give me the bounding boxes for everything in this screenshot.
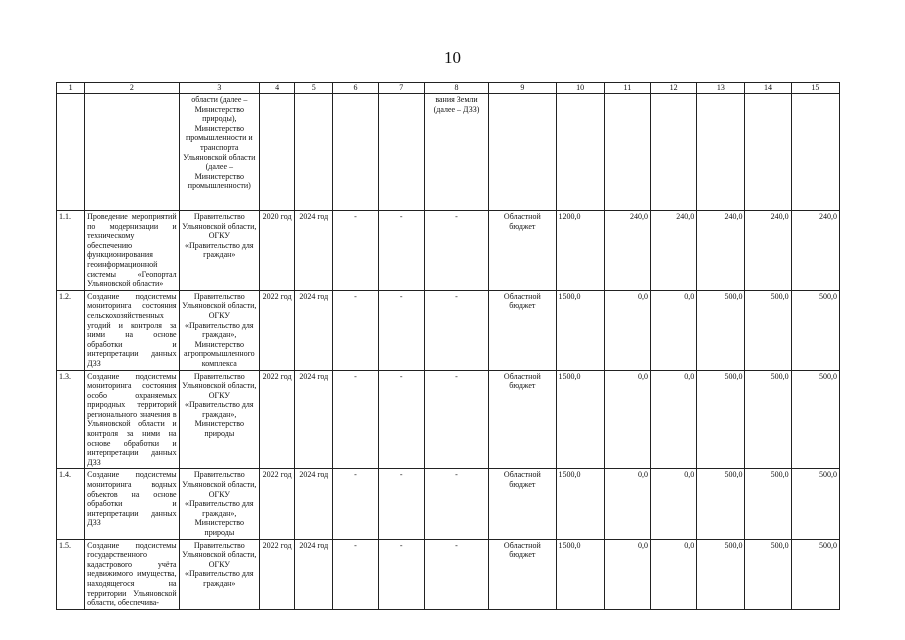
end-year-cell: 2024 год (295, 370, 333, 469)
column-7-cell: - (378, 290, 424, 370)
column-6-cell: - (333, 370, 378, 469)
column-7-cell: - (378, 469, 424, 539)
column-7-cell (378, 94, 424, 211)
column-8-cell: - (424, 370, 488, 469)
year-amount-cell: 500,0 (791, 290, 839, 370)
item-number-cell: 1.4. (57, 469, 85, 539)
executor-cell: Правительство Ульяновской области, ОГКУ «Правительство для граждан» (179, 539, 259, 609)
column-header: 5 (295, 83, 333, 94)
table-row (57, 211, 840, 291)
column-8-cell: вания Земли (далее – ДЗЗ) (424, 94, 488, 211)
column-6-cell: - (333, 539, 378, 609)
executor-cell: Правительство Ульяновской области, ОГКУ «Правительство для граждан», Министерство природы (179, 469, 259, 539)
start-year-cell (260, 94, 295, 211)
table-row (57, 290, 840, 370)
year-amount-cell: 240,0 (791, 211, 839, 291)
year-amount-cell: 500,0 (745, 370, 791, 469)
column-8-cell: - (424, 211, 488, 291)
item-name-cell: Создание подсистемы государственного кадастрового учёта недвижимого имущества, находящегося на территории Ульяновской области, обеспечива- (85, 539, 179, 609)
year-amount-cell (697, 94, 745, 211)
year-amount-cell: 500,0 (791, 370, 839, 469)
year-amount-cell: 240,0 (697, 211, 745, 291)
year-amount-cell: 0,0 (650, 370, 696, 469)
column-header: 4 (260, 83, 295, 94)
start-year-cell: 2022 год (260, 539, 295, 609)
end-year-cell (295, 94, 333, 211)
table-row (57, 94, 840, 211)
column-7-cell: - (378, 211, 424, 291)
year-amount-cell: 500,0 (697, 290, 745, 370)
item-name-cell (85, 94, 179, 211)
total-amount-cell (556, 94, 604, 211)
column-6-cell: - (333, 290, 378, 370)
column-6-cell (333, 94, 378, 211)
funding-source-cell: Областной бюджет (489, 370, 556, 469)
column-header: 9 (489, 83, 556, 94)
executor-cell: области (далее – Министерство природы), Министерство промышленности и транспорта Ульяновской области (далее – Министерство промышленности) (179, 94, 259, 211)
column-6-cell: - (333, 211, 378, 291)
column-header: 10 (556, 83, 604, 94)
item-number-cell: 1.3. (57, 370, 85, 469)
year-amount-cell: 0,0 (650, 290, 696, 370)
item-name-cell: Проведение мероприятий по модернизации и техническому обеспечению функционирования геоинформационной системы «Геопортал Ульяновской области» (85, 211, 179, 291)
funding-source-cell: Областной бюджет (489, 539, 556, 609)
column-header: 13 (697, 83, 745, 94)
item-name-cell: Создание подсистемы мониторинга состояния особо охраняемых природных территорий регионального значения в Ульяновской области и контроля за ними на основе обработки и интерпретации данных ДЗЗ (85, 370, 179, 469)
column-header: 8 (424, 83, 488, 94)
funding-source-cell: Областной бюджет (489, 469, 556, 539)
table-row (57, 469, 840, 539)
executor-cell: Правительство Ульяновской области, ОГКУ «Правительство для граждан», Министерство природы (179, 370, 259, 469)
total-amount-cell: 1200,0 (556, 211, 604, 291)
column-number-row (57, 83, 840, 94)
table-row (57, 370, 840, 469)
executor-cell: Правительство Ульяновской области, ОГКУ «Правительство для граждан», Министерство агропромышленного комплекса (179, 290, 259, 370)
start-year-cell: 2022 год (260, 370, 295, 469)
start-year-cell: 2020 год (260, 211, 295, 291)
column-6-cell: - (333, 469, 378, 539)
start-year-cell: 2022 год (260, 290, 295, 370)
year-amount-cell: 0,0 (650, 469, 696, 539)
end-year-cell: 2024 год (295, 290, 333, 370)
total-amount-cell: 1500,0 (556, 370, 604, 469)
year-amount-cell: 500,0 (745, 469, 791, 539)
executor-cell: Правительство Ульяновской области, ОГКУ «Правительство для граждан» (179, 211, 259, 291)
item-number-cell (57, 94, 85, 211)
column-7-cell: - (378, 370, 424, 469)
year-amount-cell: 0,0 (604, 469, 650, 539)
column-7-cell: - (378, 539, 424, 609)
year-amount-cell: 240,0 (650, 211, 696, 291)
column-header: 2 (85, 83, 179, 94)
end-year-cell: 2024 год (295, 539, 333, 609)
column-8-cell: - (424, 290, 488, 370)
year-amount-cell: 500,0 (745, 539, 791, 609)
year-amount-cell: 500,0 (697, 370, 745, 469)
column-header: 15 (791, 83, 839, 94)
year-amount-cell: 0,0 (604, 290, 650, 370)
funding-source-cell (489, 94, 556, 211)
year-amount-cell: 0,0 (604, 539, 650, 609)
year-amount-cell: 240,0 (745, 211, 791, 291)
column-header: 14 (745, 83, 791, 94)
program-table (56, 82, 840, 610)
total-amount-cell: 1500,0 (556, 539, 604, 609)
year-amount-cell (745, 94, 791, 211)
total-amount-cell: 1500,0 (556, 290, 604, 370)
year-amount-cell (650, 94, 696, 211)
item-number-cell: 1.2. (57, 290, 85, 370)
year-amount-cell: 500,0 (791, 539, 839, 609)
end-year-cell: 2024 год (295, 211, 333, 291)
end-year-cell: 2024 год (295, 469, 333, 539)
column-header: 1 (57, 83, 85, 94)
year-amount-cell (604, 94, 650, 211)
column-header: 7 (378, 83, 424, 94)
column-8-cell: - (424, 539, 488, 609)
year-amount-cell: 500,0 (697, 469, 745, 539)
column-header: 11 (604, 83, 650, 94)
column-8-cell: - (424, 469, 488, 539)
item-number-cell: 1.5. (57, 539, 85, 609)
year-amount-cell (791, 94, 839, 211)
funding-source-cell: Областной бюджет (489, 290, 556, 370)
item-number-cell: 1.1. (57, 211, 85, 291)
year-amount-cell: 500,0 (697, 539, 745, 609)
funding-source-cell: Областной бюджет (489, 211, 556, 291)
page-number: 10 (444, 48, 461, 67)
start-year-cell: 2022 год (260, 469, 295, 539)
column-header: 3 (179, 83, 259, 94)
column-header: 6 (333, 83, 378, 94)
item-name-cell: Создание подсистемы мониторинга состояния сельскохозяйственных угодий и контроля за ними на основе обработки и интерпретации данных ДЗЗ (85, 290, 179, 370)
year-amount-cell: 500,0 (791, 469, 839, 539)
item-name-cell: Создание подсистемы мониторинга водных объектов на основе обработки и интерпретации данных ДЗЗ (85, 469, 179, 539)
total-amount-cell: 1500,0 (556, 469, 604, 539)
year-amount-cell: 500,0 (745, 290, 791, 370)
table-row (57, 539, 840, 609)
year-amount-cell: 0,0 (604, 370, 650, 469)
year-amount-cell: 240,0 (604, 211, 650, 291)
year-amount-cell: 0,0 (650, 539, 696, 609)
column-header: 12 (650, 83, 696, 94)
